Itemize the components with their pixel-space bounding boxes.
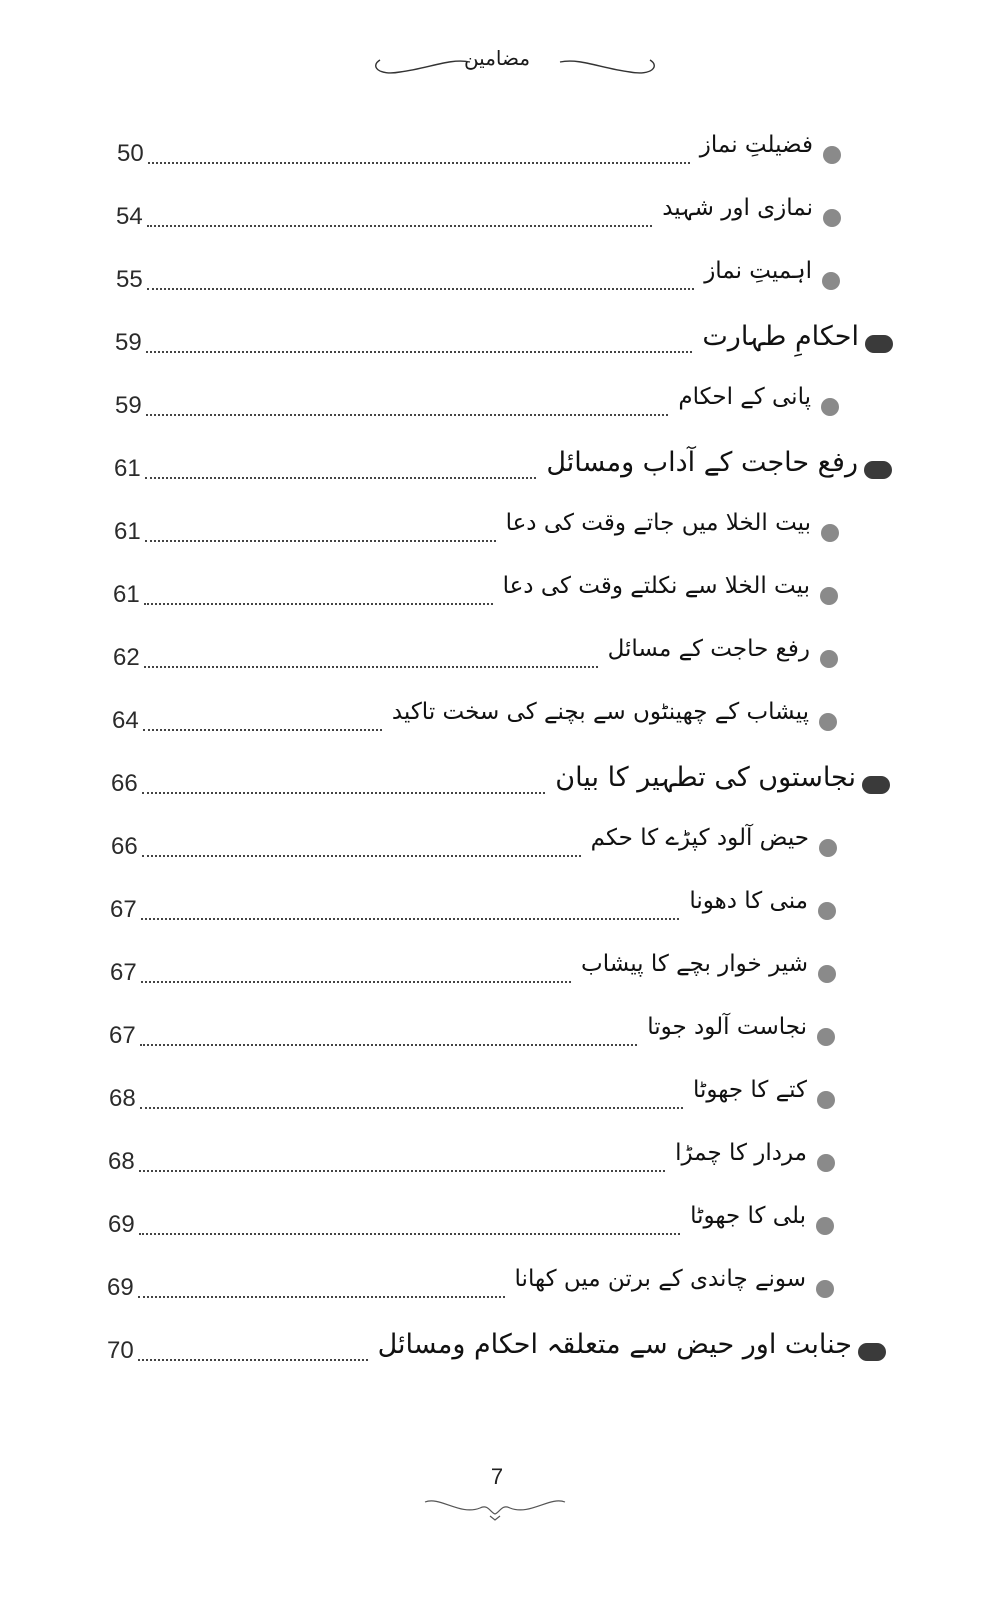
- toc-title: شیر خوار بچے کا پیشاب: [581, 951, 808, 977]
- toc-page-number: 67: [109, 1022, 136, 1049]
- toc-leader-dots: [140, 1089, 683, 1109]
- toc-page-number: 70: [107, 1337, 134, 1364]
- toc-page-number: 66: [111, 833, 138, 860]
- toc-leader-dots: [145, 459, 536, 479]
- page-footer: [0, 1464, 994, 1544]
- toc-entry[interactable]: [0, 130, 994, 180]
- item-bullet-icon: [816, 1280, 834, 1298]
- toc-leader-dots: [144, 648, 598, 668]
- toc-title: پیشاب کے چھینٹوں سے بچنے کی سخت تاکید: [391, 699, 809, 725]
- toc-page-number: 64: [112, 707, 139, 734]
- toc-page-number: 54: [116, 203, 143, 230]
- toc-title: پانی کے احکام: [678, 384, 811, 410]
- toc-page-number: 68: [109, 1085, 136, 1112]
- toc-title: نجاست آلود جوتا: [647, 1014, 807, 1040]
- toc-title: فضیلتِ نماز: [699, 132, 813, 158]
- toc-page-number: 66: [111, 770, 138, 797]
- toc-title: رفع حاجت کے مسائل: [607, 636, 810, 662]
- toc-title: مردار کا چمڑا: [675, 1140, 807, 1166]
- toc-entry[interactable]: [0, 508, 994, 558]
- toc-leader-dots: [147, 270, 694, 290]
- section-bullet-icon: [858, 1343, 886, 1361]
- toc-page-number: 68: [108, 1148, 135, 1175]
- toc-title: بلی کا جھوٹا: [690, 1203, 806, 1229]
- section-bullet-icon: [862, 776, 890, 794]
- toc-entry[interactable]: [0, 823, 994, 873]
- toc-entry[interactable]: [0, 1264, 994, 1314]
- toc-entry[interactable]: [0, 256, 994, 306]
- toc-title: احکامِ طہارت: [702, 321, 859, 352]
- item-bullet-icon: [817, 1028, 835, 1046]
- item-bullet-icon: [821, 524, 839, 542]
- toc-leader-dots: [139, 1215, 680, 1235]
- footer-ornament: [420, 1492, 570, 1522]
- toc-entry[interactable]: [0, 760, 994, 810]
- toc-page-number: 55: [116, 266, 143, 293]
- item-bullet-icon: [816, 1217, 834, 1235]
- toc-leader-dots: [142, 774, 545, 794]
- item-bullet-icon: [820, 587, 838, 605]
- toc-page-number: 69: [107, 1274, 134, 1301]
- item-bullet-icon: [819, 839, 837, 857]
- toc-entry[interactable]: [0, 886, 994, 936]
- toc-leader-dots: [138, 1278, 505, 1298]
- toc-entry[interactable]: [0, 949, 994, 999]
- toc-leader-dots: [146, 396, 668, 416]
- item-bullet-icon: [818, 902, 836, 920]
- toc-title: سونے چاندی کے برتن میں کھانا: [514, 1266, 806, 1292]
- item-bullet-icon: [817, 1091, 835, 1109]
- toc-entry[interactable]: [0, 193, 994, 243]
- toc-leader-dots: [147, 207, 652, 227]
- toc-entry[interactable]: [0, 1138, 994, 1188]
- toc-page-number: 59: [115, 329, 142, 356]
- toc-entry[interactable]: [0, 382, 994, 432]
- toc-page-number: 61: [114, 455, 141, 482]
- toc-title: حیض آلود کپڑے کا حکم: [590, 825, 809, 851]
- toc-title: جنابت اور حیض سے متعلقہ احکام ومسائل: [377, 1329, 852, 1360]
- toc-leader-dots: [141, 963, 571, 983]
- toc-page-number: 67: [110, 959, 137, 986]
- toc-page-number: 69: [108, 1211, 135, 1238]
- item-bullet-icon: [821, 398, 839, 416]
- toc-leader-dots: [139, 1152, 665, 1172]
- item-bullet-icon: [817, 1154, 835, 1172]
- toc-leader-dots: [143, 711, 382, 731]
- toc-entry[interactable]: [0, 319, 994, 369]
- section-bullet-icon: [865, 335, 893, 353]
- toc-entry[interactable]: [0, 1327, 994, 1377]
- toc-title: نمازی اور شہید: [662, 195, 813, 221]
- item-bullet-icon: [819, 713, 837, 731]
- toc-entry[interactable]: [0, 571, 994, 621]
- page-header: [0, 38, 994, 88]
- toc-page-number: 62: [113, 644, 140, 671]
- toc-leader-dots: [145, 522, 496, 542]
- toc-title: اہمیتِ نماز: [704, 258, 812, 284]
- toc-page-number: 61: [114, 518, 141, 545]
- item-bullet-icon: [822, 272, 840, 290]
- item-bullet-icon: [820, 650, 838, 668]
- toc-entry[interactable]: [0, 1012, 994, 1062]
- toc-page-number: 61: [113, 581, 140, 608]
- toc-entry[interactable]: [0, 1075, 994, 1125]
- page-number: 7: [490, 1464, 504, 1489]
- toc-entry[interactable]: [0, 634, 994, 684]
- toc-page-number: 59: [115, 392, 142, 419]
- toc-title: بیت الخلا سے نکلتے وقت کی دعا: [502, 573, 810, 599]
- header-title: مضامین: [463, 46, 531, 70]
- item-bullet-icon: [818, 965, 836, 983]
- toc-leader-dots: [144, 585, 493, 605]
- toc-title: بیت الخلا میں جاتے وقت کی دعا: [505, 510, 811, 536]
- toc-leader-dots: [148, 144, 690, 164]
- toc-entry[interactable]: [0, 1201, 994, 1251]
- toc-leader-dots: [140, 1026, 637, 1046]
- toc-leader-dots: [146, 333, 692, 353]
- toc-page-number: 50: [117, 140, 144, 167]
- toc-entry[interactable]: [0, 445, 994, 495]
- toc-title: نجاستوں کی تطہیر کا بیان: [555, 762, 856, 793]
- toc-page-number: 67: [110, 896, 137, 923]
- toc-entry[interactable]: [0, 697, 994, 747]
- toc-title: منی کا دھونا: [689, 888, 808, 914]
- toc-title: کتے کا جھوٹا: [692, 1077, 807, 1103]
- section-bullet-icon: [864, 461, 892, 479]
- toc-leader-dots: [138, 1341, 368, 1361]
- item-bullet-icon: [823, 209, 841, 227]
- toc-leader-dots: [141, 900, 679, 920]
- item-bullet-icon: [823, 146, 841, 164]
- toc-leader-dots: [142, 837, 581, 857]
- toc-title: رفع حاجت کے آداب ومسائل: [546, 447, 858, 478]
